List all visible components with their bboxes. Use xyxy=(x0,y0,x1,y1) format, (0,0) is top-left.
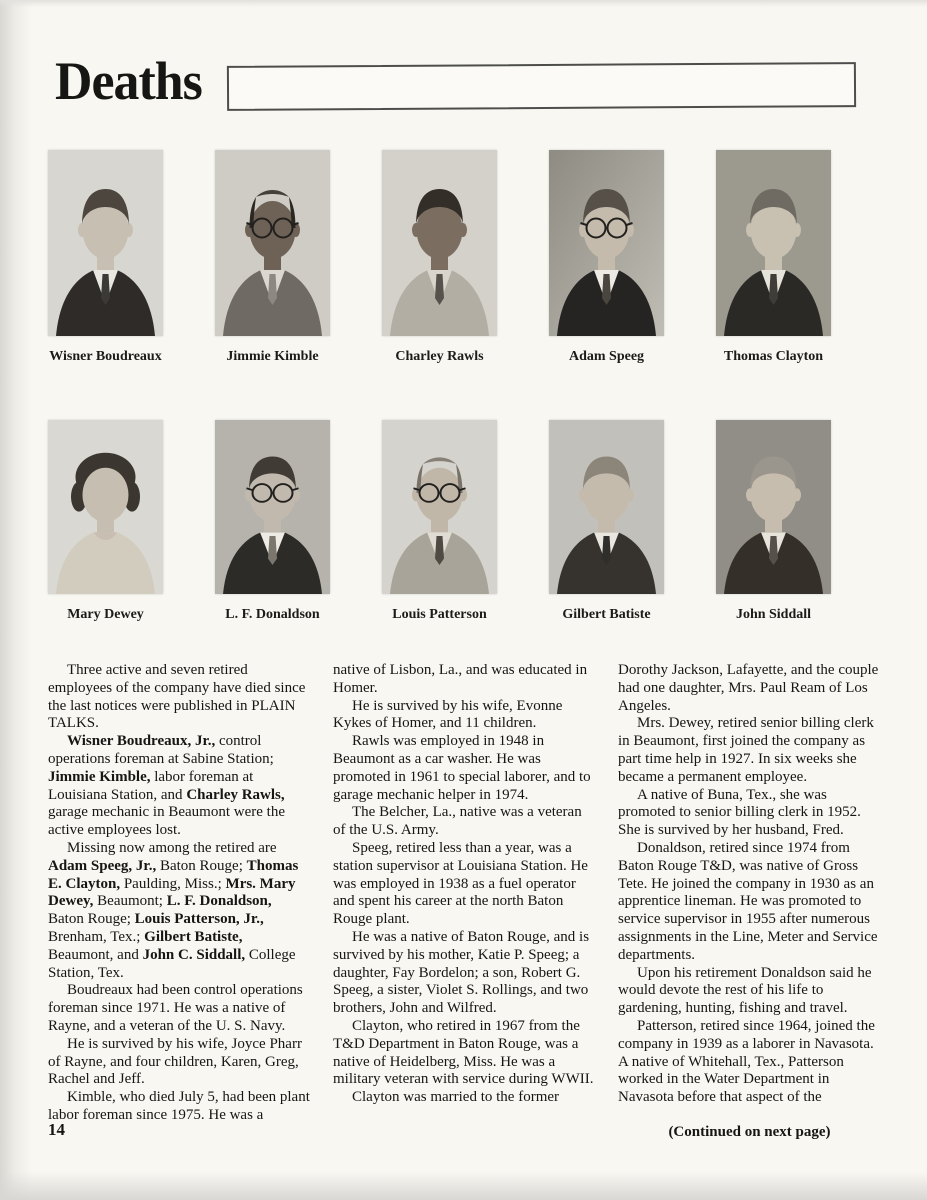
portrait-caption: Jimmie Kimble xyxy=(226,349,319,364)
person-card xyxy=(382,150,497,365)
body-text: College Station, Tex. xyxy=(48,946,296,981)
paragraph xyxy=(333,840,596,929)
paragraph xyxy=(618,662,881,715)
obituary-column-2 xyxy=(333,662,596,1142)
portrait-row-2 xyxy=(48,420,831,623)
paragraph xyxy=(333,1089,596,1107)
portrait-caption: L. F. Donaldson xyxy=(225,607,320,622)
body-text: The Belcher, La., native was a veteran of the U.S. Army. xyxy=(333,804,582,839)
paragraph xyxy=(48,1089,311,1125)
body-text: Beaumont; xyxy=(93,893,167,910)
page-number: 14 xyxy=(48,1120,65,1139)
bold-text: Mrs. Mary Dewey, xyxy=(48,875,296,910)
paragraph xyxy=(618,787,881,840)
portrait-photo xyxy=(549,150,664,336)
body-text: Dorothy Jackson, Lafayette, and the couple had one daughter, Mrs. Paul Ream of Los Angeles. xyxy=(618,662,879,714)
scan-edge-top xyxy=(0,0,927,7)
portrait-photo xyxy=(215,420,330,594)
person-card xyxy=(549,150,664,365)
person-card xyxy=(716,420,831,623)
body-text: Donaldson, retired since 1974 from Baton Rouge T&D, was native of Gross Tete. He joined the company in 1930 as an apprentice lineman. He was promoted to service supervisor in 1955 after numerous assignments in the Line, Meter and Service departments. xyxy=(618,839,878,963)
body-text: Upon his retirement Donaldson said he would devote the rest of his life to gardening, hunting, fishing and travel. xyxy=(618,964,872,1017)
bold-text: Jimmie Kimble, xyxy=(48,768,151,785)
body-text: Boudreaux had been control operations foreman since 1971. He was a native of Rayne, and a veteran of the U. S. Navy. xyxy=(48,982,303,1034)
body-text: He is survived by his wife, Joyce Pharr of Rayne, and four children, Karen, Greg, Rachel and Jeff. xyxy=(48,1035,302,1088)
paragraph xyxy=(618,1018,881,1107)
body-text: Rawls was employed in 1948 in Beaumont as a car washer. He was promoted in 1961 to special laborer, and to garage mechanic helper in 1974. xyxy=(333,733,591,803)
person-card xyxy=(48,420,163,623)
body-text: Paulding, Miss.; xyxy=(120,875,226,892)
paragraph xyxy=(618,715,881,786)
portrait-photo xyxy=(382,420,497,594)
person-card xyxy=(716,150,831,365)
body-text: Baton Rouge; xyxy=(48,911,135,928)
person-card xyxy=(382,420,497,623)
paragraph xyxy=(48,733,311,840)
bold-text: Wisner Boudreaux, Jr., xyxy=(67,733,216,750)
obituary-column-3 xyxy=(618,662,881,1142)
body-text: He was a native of Baton Rouge, and is survived by his mother, Katie P. Speeg; a daughter, Fay Bordelon; a son, Robert G. Speeg, a sister, Violet S. Rollings, and two brothers, John and Wilfred. xyxy=(333,928,590,1017)
bold-text: L. F. Donaldson, xyxy=(166,893,272,910)
bold-text: Thomas E. Clayton, xyxy=(48,857,299,892)
paragraph xyxy=(333,1018,596,1089)
bold-text: Charley Rawls, xyxy=(186,786,285,803)
obituary-column-1 xyxy=(48,662,311,1142)
paragraph xyxy=(333,804,596,840)
paragraph xyxy=(618,1124,881,1142)
body-text: He is survived by his wife, Evonne Kykes of Homer, and 11 children. xyxy=(333,697,563,732)
paragraph xyxy=(333,698,596,734)
paragraph xyxy=(618,840,881,965)
body-text: Brenham, Tex.; xyxy=(48,928,145,945)
body-text: Three active and seven retired employees of the company have died since the last notices were published in PLAIN TALKS. xyxy=(48,662,306,732)
portrait-caption: John Siddall xyxy=(735,607,812,622)
portrait-caption: Wisner Boudreaux xyxy=(49,349,162,364)
body-text: Patterson, retired since 1964, joined the company in 1939 as a laborer in Navasota. A native of Whitehall, Tex., Patterson worked in the Water Department in Navasota before that aspect of the xyxy=(618,1017,875,1106)
body-text: Mrs. Dewey, retired senior billing clerk in Beaumont, first joined the company as part time help in 1927. In six weeks she became a permanent employee. xyxy=(618,715,874,785)
page-title: Deaths xyxy=(55,51,202,111)
paragraph xyxy=(48,840,311,982)
portrait-caption: Mary Dewey xyxy=(67,607,144,622)
portrait-caption: Thomas Clayton xyxy=(723,349,824,364)
portrait-row-1 xyxy=(48,150,831,365)
portrait-photo xyxy=(549,420,664,594)
body-text: garage mechanic in Beaumont were the active employees lost. xyxy=(48,804,285,839)
body-text: labor foreman at Louisiana Station, and xyxy=(48,768,254,803)
portrait-photo xyxy=(382,150,497,336)
body-text: Speeg, retired less than a year, was a station supervisor at Louisiana Station. He was employed in 1938 as a fuel operator and spent his career at the north Baton Rouge plant. xyxy=(333,839,588,928)
person-card xyxy=(215,420,330,623)
portrait-photo xyxy=(716,420,831,594)
person-card xyxy=(215,150,330,365)
portrait-caption: Adam Speeg xyxy=(568,349,645,364)
body-text: control operations foreman at Sabine Station; xyxy=(48,733,274,767)
paragraph xyxy=(333,929,596,1018)
bold-text: John C. Siddall, xyxy=(142,946,246,963)
paragraph xyxy=(48,982,311,1035)
portrait-caption: Louis Patterson xyxy=(392,607,487,622)
paragraph xyxy=(48,1036,311,1089)
body-text: Beaumont, and xyxy=(48,946,143,963)
portrait-photo xyxy=(48,150,163,336)
bold-text: Louis Patterson, Jr., xyxy=(134,911,264,928)
paragraph xyxy=(48,662,311,733)
portrait-photo xyxy=(716,150,831,336)
paragraph xyxy=(333,733,596,804)
portrait-photo xyxy=(48,420,163,594)
scan-edge-left xyxy=(0,0,32,1200)
bold-text: Gilbert Batiste, xyxy=(144,928,243,945)
portrait-caption: Gilbert Batiste xyxy=(562,607,651,622)
person-card xyxy=(549,420,664,623)
person-card xyxy=(48,150,163,365)
body-text: Kimble, who died July 5, had been plant labor foreman since 1975. He was a xyxy=(48,1089,310,1123)
bold-text: (Continued on next page) xyxy=(668,1123,831,1140)
bold-text: Adam Speeg, Jr., xyxy=(48,857,157,874)
obituary-columns xyxy=(48,662,881,1142)
body-text: Baton Rouge; xyxy=(156,857,247,874)
body-text: A native of Buna, Tex., she was promoted to senior billing clerk in 1952. She is survived by her husband, Fred. xyxy=(618,786,861,839)
body-text: Clayton, who retired in 1967 from the T&D Department in Baton Rouge, was a native of Heidelberg, Miss. He was a military veteran with service during WWII. xyxy=(333,1017,594,1088)
body-text: Clayton was married to the former xyxy=(352,1089,560,1106)
portrait-photo xyxy=(215,150,330,336)
body-text: native of Lisbon, La., and was educated in Homer. xyxy=(333,662,588,696)
paragraph xyxy=(618,965,881,1018)
scan-edge-bottom xyxy=(0,1172,927,1200)
portrait-caption: Charley Rawls xyxy=(395,349,484,364)
body-text: Missing now among the retired are xyxy=(67,839,277,856)
title-rule-box xyxy=(227,62,856,111)
paragraph xyxy=(333,662,596,698)
